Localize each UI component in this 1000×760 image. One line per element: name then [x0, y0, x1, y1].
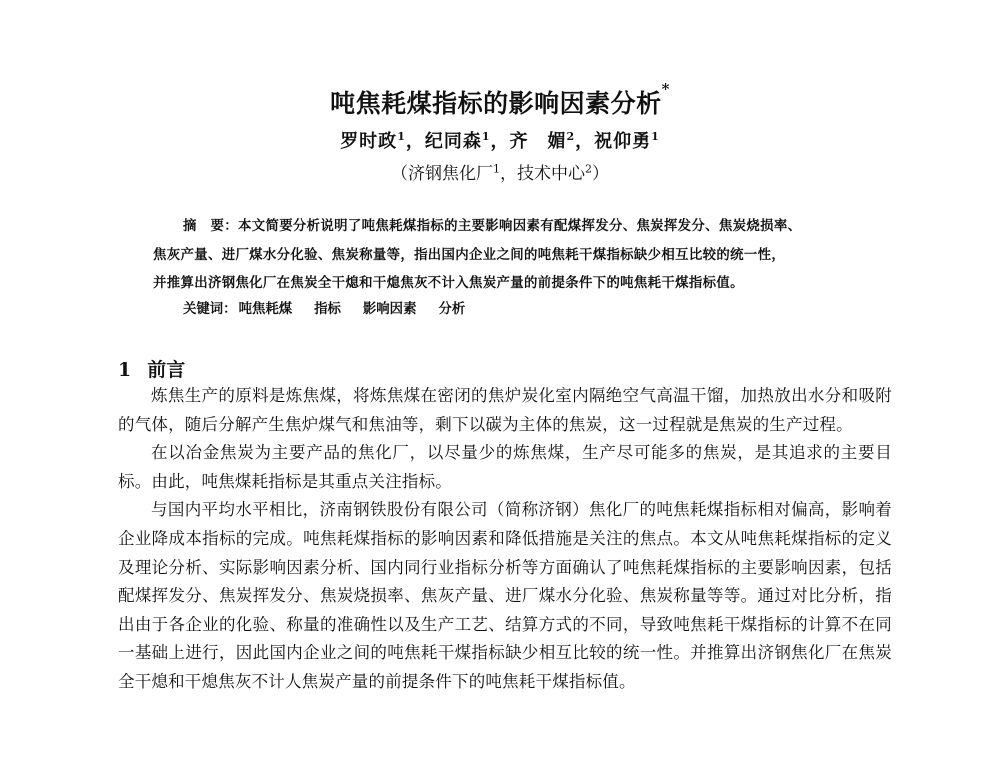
affiliation-mark: 2: [585, 162, 592, 176]
author-affiliation-mark: 2: [566, 130, 576, 143]
abstract-block: [153, 212, 873, 298]
section-heading: [118, 355, 201, 382]
body-paragraph: 在以冶金焦炭为主要产品的焦化厂，以尽量少的炼焦煤，生产尽可能多的焦炭，是其追求的主要目标。由此，吨焦煤耗指标是其重点关注指标。: [118, 443, 892, 491]
affiliation-name: 技术中心: [517, 164, 585, 184]
body-text: [118, 382, 892, 697]
affiliation-name: 济钢焦化厂: [408, 164, 493, 184]
title-footnote-mark: *: [661, 80, 670, 98]
abstract-text: 本文简要分析说明了吨焦耗煤指标的主要影响因素有配煤挥发分、焦炭挥发分、焦炭烧损率、: [237, 218, 802, 234]
abstract-line: 并推算出济钢焦化厂在焦炭全干熄和干熄焦灰不计入焦炭产量的前提条件下的吨焦耗干煤指标值。: [153, 275, 744, 291]
author-name: 罗时政: [340, 131, 398, 152]
keywords-label: 关键词：: [183, 301, 237, 317]
keyword: 分析: [438, 301, 466, 317]
abstract-line: 焦灰产量、进厂煤水分化验、焦炭称量等，指出国内企业之间的吨焦耗干煤指标缺少相互比较的统一性，: [153, 246, 786, 263]
author-name: 齐 媚: [509, 131, 567, 152]
author-affiliation-mark: 1: [651, 130, 660, 143]
title-text: 吨焦耗煤指标的影响因素分析: [330, 89, 662, 118]
author-name: 祝仰勇: [594, 131, 652, 152]
author-line: 罗时政$^1$，纪同森$^1$，齐 媚$^2$，祝仰勇$^1$: [340, 130, 660, 152]
section-title: 前言: [147, 359, 186, 381]
affiliation-line: （济钢焦化厂$^1$，技术中心$^2$）: [391, 162, 609, 184]
keyword: 影响因素: [362, 301, 417, 317]
abstract-line: [153, 212, 873, 241]
abstract-label: 摘 要：: [183, 218, 238, 234]
affiliation-mark: 1: [493, 162, 500, 176]
keyword: 指标: [314, 301, 341, 317]
body-paragraph: 与国内平均水平相比，济南钢铁股份有限公司（简称济钢）焦化厂的吨焦耗煤指标相对偏高，影响着企业降成本指标的完成。吨焦耗煤指标的影响因素和降低措施是关注的焦点。本文从吨焦耗煤指标的定义及理论分析、实际影响因素分析、国内同行业指标分析等方面确认了吨焦耗煤指标的主要影响因素，包括配煤挥发分、焦炭挥发分、焦炭烧损率、焦灰产量、进厂煤水分化验、焦炭称量等等。通过对比分析，指出由于各企业的化验、称量的准确性以及生产工艺、结算方式的不同，导致吨焦耗干煤指标的计算不在同一基础上进行，因此国内企业之间的吨焦耗干煤指标缺少相互比较的统一性。并推算出济钢焦化厂在焦炭全干熄和干熄焦灰不计人焦炭产量的前提条件下的吨焦耗干煤指标值。: [118, 500, 892, 691]
section-number: 1: [118, 359, 132, 381]
author-name: 纪同森: [424, 131, 482, 152]
author-affiliation-mark: 1: [397, 130, 406, 143]
keywords-line: [183, 298, 487, 317]
author-affiliation-mark: 1: [481, 130, 491, 143]
body-paragraph: 炼焦生产的原料是炼焦煤，将炼焦煤在密闭的焦炉炭化室内隔绝空气高温干馏，加热放出水分和吸附的气体，随后分解产生焦炉煤气和焦油等，剩下以碳为主体的焦炭，这一过程就是焦炭的生产过程。: [118, 386, 892, 434]
paper-title: [0, 80, 1000, 120]
keyword: 吨焦耗煤: [238, 301, 293, 317]
